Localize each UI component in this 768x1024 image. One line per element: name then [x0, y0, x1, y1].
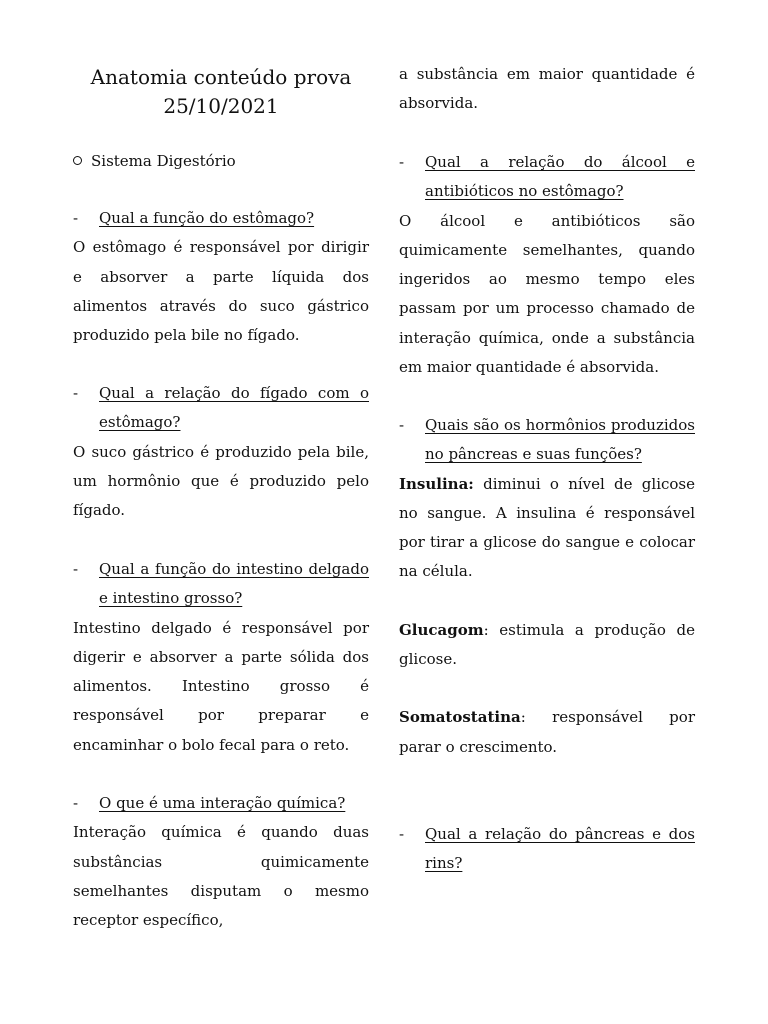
question-text: Qual a relação do pâncreas e dos rins? [425, 825, 695, 873]
question-text: O que é uma interação química? [99, 794, 346, 812]
continuation-block [399, 60, 695, 119]
title-line-2: 25/10/2021 [163, 94, 279, 118]
section-heading [73, 147, 369, 176]
answer-text: Interação química é quando duas substâncias quimicamente semelhantes disputam o mesmo receptor específico, [73, 823, 369, 930]
question-text: Qual a relação do álcool e antibióticos no estômago? [425, 153, 695, 201]
document-title [73, 63, 369, 121]
glucagom-text: : estimula a produção de glicose. [399, 620, 695, 669]
question-text: Qual a função do estômago? [99, 209, 315, 227]
answer-text: O álcool e antibióticos são quimicamente semelhantes, quando ingeridos ao mesmo tempo eles passam por um processo chamado de interação química, onde a substância em maior quantidade é absorvida. [399, 211, 695, 377]
insulina-text: diminui o nível de glicose no sangue. A insulina é responsável por tirar a glicose do sangue e colocar na célula. [399, 474, 695, 581]
dash-marker: - [73, 560, 79, 578]
dash-marker: - [73, 794, 79, 812]
dash-marker: - [73, 209, 79, 227]
dash-marker: - [399, 825, 405, 843]
qa-block-rins [399, 820, 695, 879]
question-text: Qual a relação do fígado com o estômago? [99, 384, 369, 432]
question [399, 820, 695, 879]
qa-block-figado [73, 379, 369, 525]
insulina-label: Insulina: [399, 474, 474, 493]
answer-text: O estômago é responsável por dirigir e absorver a parte líquida dos alimentos através do suco gástrico produzido pela bile no fígado. [73, 238, 369, 345]
question [399, 411, 695, 470]
question [399, 148, 695, 207]
question-text: Qual a função do intestino delgado e intestino grosso? [99, 560, 369, 608]
qa-block-intestino [73, 555, 369, 760]
answer-text: Intestino delgado é responsável por digerir e absorver a parte sólida dos alimentos. Intestino grosso é responsável por preparar e encaminhar o bolo fecal para o reto. [73, 618, 369, 754]
question [73, 204, 369, 233]
somatostatina-label: Somatostatina [399, 708, 521, 727]
glucagom-label: Glucagom [399, 620, 484, 639]
continuation-text: a substância em maior quantidade é absorvida. [399, 65, 695, 113]
dash-marker: - [399, 416, 405, 434]
dash-marker: - [399, 153, 405, 171]
question-text: Quais são os hormônios produzidos no pâncreas e suas funções? [425, 416, 695, 464]
qa-block-alcool [399, 148, 695, 382]
glucagom-answer [399, 616, 695, 675]
section-title: Sistema Digestório [91, 152, 236, 170]
insulina-answer [399, 470, 695, 587]
dash-marker: - [73, 384, 79, 402]
qa-block-estomago [73, 204, 369, 350]
question [73, 555, 369, 614]
question [73, 379, 369, 438]
answer-text: O suco gástrico é produzido pela bile, um hormônio que é produzido pelo fígado. [73, 442, 369, 520]
qa-block-interacao [73, 789, 369, 935]
title-line-1: Anatomia conteúdo prova [90, 65, 352, 89]
somatostatina-answer [399, 703, 695, 762]
question [73, 789, 369, 818]
qa-block-hormonios [399, 411, 695, 762]
circle-bullet-icon [73, 156, 82, 165]
somatostatina-text: : responsável por parar o crescimento. [399, 708, 695, 756]
